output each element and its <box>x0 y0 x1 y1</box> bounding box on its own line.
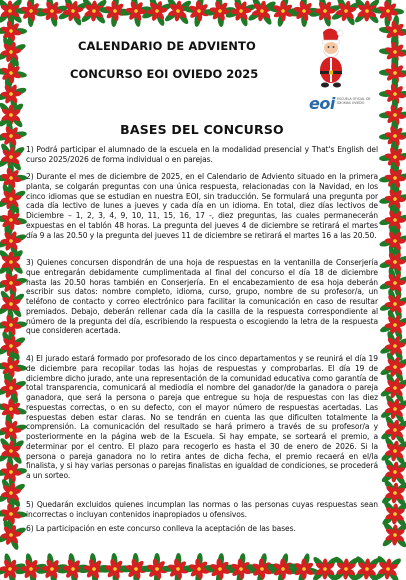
paragraph-3: 3) Quienes concursen dispondrán de una hoja de respuestas en la ventanilla de Conserjería que entregarán debidamente cumplimentada al final del concurso el día 18 de diciembre hasta las 20.50 horas también en Conserjería. En el encabezamiento de esa hoja deberán escribir sus datos: nombre completo, idioma, curso, grupo, nombre de su profesor/a, un teléfono de contacto y correo electrónico para facilitar la comunicación en caso de resultar premiados. Debajo, deberán rellenar cada día la casilla de la respuesta correspondiente al número de la pregunta del día, escribiendo la respuesta o escogiendo la letra de la respuesta que consideren acertada. <box>26 258 378 336</box>
poinsettia-flower <box>246 0 278 27</box>
poinsettia-flower <box>0 249 24 276</box>
eoi-logo <box>309 94 373 116</box>
paragraph-6: 6) La participación en este concurso conlleva la aceptación de las bases. <box>26 524 296 533</box>
poinsettia-flower <box>96 550 134 580</box>
poinsettia-flower <box>381 521 406 549</box>
document-title: BASES DEL CONCURSO <box>120 122 284 137</box>
eoi-logo-text: eoi <box>309 94 335 113</box>
poinsettia-flower <box>376 33 406 71</box>
document-page <box>26 26 378 554</box>
santa-claus-icon <box>309 26 353 92</box>
poinsettia-flower <box>0 551 28 580</box>
poinsettia-flower <box>373 554 403 580</box>
eoi-logo-subtitle: ESCUELA OFICIAL DE IDIOMAS OVIEDO <box>337 97 371 105</box>
paragraph-4: 4) El jurado estará formado por profesorado de los cinco departamentos y se reunirá el día 19 de diciembre para recopilar todas las hojas de respuestas y comprobarlas. El día 19 de diciembre dicho jurado, ante una representación de la comunidad educativa como garantía de total transparencia, comunicará al mediodía el nombre del ganador/de la ganadora o pareja ganadora, que será la persona o pareja que entregue su hoja de respuestas con las diez respuestas correctas, o en su defecto, con el mayor número de respuestas acertadas. Las respuestas deben estar claras. No se tendrán en cuenta las que dificulten totalmente la comprensión. La comunicación del resultado se hará primero a través de su profesor/a y posteriormente en la página web de la Escuela. Si hay empate, se sorteará el premio, a determinar por el centro. El plazo para recogerlo es hasta el 30 de enero de 2026. Si la persona o pareja ganadora no lo retira antes de dicha fecha, el premio recaerá en el/la finalista, y si hay varias personas o parejas finalistas en igualdad de condiciones, se procederá a un sorteo. <box>26 354 378 480</box>
header-contest-title: CONCURSO EOI OVIEDO 2025 <box>70 67 259 81</box>
paragraph-2: 2) Durante el mes de diciembre de 2025, en el Calendario de Adviento situado en la primera planta, se colgarán preguntas con una única respuesta, relacionadas con la Navidad, en los cinco idiomas que se estudian en nuestra EOI, sin traducción. Se formulará una pregunta por cada día lectivo de lunes a jueves y cada día en un idioma. En total, diez días lectivos de Diciembre – 1, 2, 3, 4, 9, 10, 11, 15, 16, 17 -, diez preguntas, las cuales permanecerán expuestas en el tablón 48 horas. La pregunta del jueves 4 de diciembre se retirará el martes día 9 a las 20.50 y la pregunta del jueves 11 de diciembre se retirará el martes 16 a las 20.50. <box>26 172 378 240</box>
poinsettia-flower <box>0 101 25 129</box>
paragraph-1: 1) Podrá participar el alumnado de la escuela en la modalidad presencial y That's English del curso 2025/2026 de forma individual o en parejas. <box>26 145 378 164</box>
header-calendar-title: CALENDARIO DE ADVIENTO <box>78 39 256 53</box>
paragraph-5: 5) Quedarán excluidos quienes incumplan las normas o las personas cuyas respuestas sean incorrectas o incluyan contenidos inapropiados u ofensivos. <box>26 500 378 519</box>
